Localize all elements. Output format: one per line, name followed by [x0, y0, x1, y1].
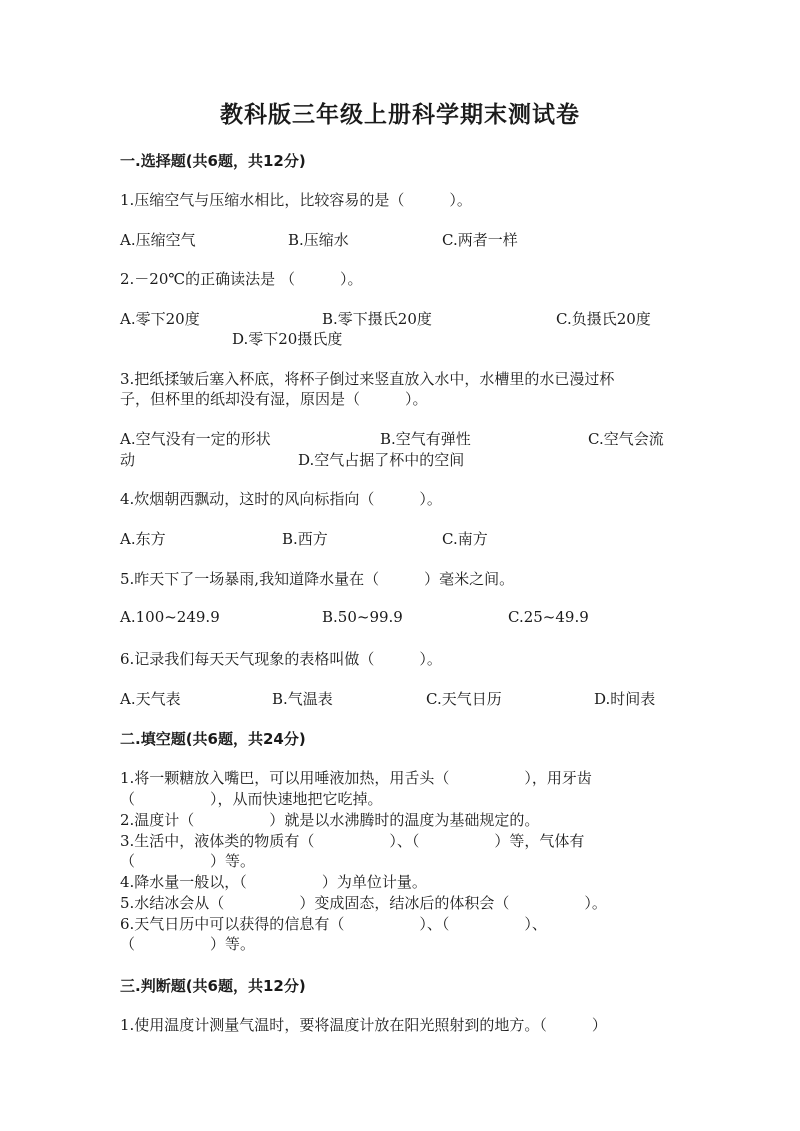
- option: A.零下20度: [120, 310, 200, 328]
- section-heading-choice: 一.选择题(共6题，共12分): [120, 152, 306, 170]
- option: B.零下摄氏20度: [322, 310, 432, 328]
- fill-line: 6.天气日历中可以获得的信息有（ ）、（ ）、: [120, 915, 547, 933]
- question-stem: 4.炊烟朝西飘动，这时的风向标指向（ ）。: [120, 490, 442, 508]
- section-heading-judge: 三.判断题(共6题，共12分): [120, 977, 306, 995]
- option: D.时间表: [594, 690, 656, 708]
- fill-line: 5.水结冰会从（ ）变成固态，结冰后的体积会（ ）。: [120, 894, 607, 912]
- option: B.西方: [282, 530, 328, 548]
- option: B.50~99.9: [322, 608, 403, 626]
- option: C.空气会流: [588, 430, 664, 448]
- fill-line: 2.温度计（ ）就是以水沸腾时的温度为基础规定的。: [120, 811, 540, 829]
- fill-line: （ ）等。: [120, 935, 256, 953]
- fill-line: 3.生活中，液体类的物质有（ ）、（ ）等，气体有: [120, 832, 585, 850]
- question-stem: 1.压缩空气与压缩水相比，比较容易的是（ ）。: [120, 191, 472, 209]
- option: C.南方: [442, 530, 488, 548]
- option: B.空气有弹性: [380, 430, 471, 448]
- option: C.负摄氏20度: [556, 310, 651, 328]
- option: A.压缩空气: [120, 231, 196, 249]
- option: C.25~49.9: [508, 608, 589, 626]
- option: B.压缩水: [288, 231, 349, 249]
- judge-question: 1.使用温度计测量气温时，要将温度计放在阳光照射到的地方。（ ）: [120, 1016, 607, 1034]
- option: C.两者一样: [442, 231, 518, 249]
- question-stem: 5.昨天下了一场暴雨,我知道降水量在（ ）毫米之间。: [120, 570, 515, 588]
- section-heading-fill: 二.填空题(共6题，共24分): [120, 730, 306, 748]
- option: D.空气占据了杯中的空间: [298, 451, 465, 469]
- fill-line: （ ）等。: [120, 852, 256, 870]
- option: A.天气表: [120, 690, 181, 708]
- option: A.空气没有一定的形状: [120, 430, 271, 448]
- question-stem: 6.记录我们每天天气现象的表格叫做（ ）。: [120, 650, 442, 668]
- question-stem: 2.－20℃的正确读法是 （ ）。: [120, 270, 363, 288]
- fill-line: （ ），从而快速地把它吃掉。: [120, 790, 383, 808]
- option: B.气温表: [272, 690, 333, 708]
- option: A.100~249.9: [120, 608, 220, 626]
- page-title: 教科版三年级上册科学期末测试卷: [220, 102, 580, 128]
- option: D.零下20摄氏度: [232, 330, 343, 348]
- option: 动: [120, 451, 136, 469]
- option: C.天气日历: [426, 690, 502, 708]
- question-stem: 3.把纸揉皱后塞入杯底，将杯子倒过来竖直放入水中，水槽里的水已漫过杯: [120, 370, 615, 388]
- fill-line: 1.将一颗糖放入嘴巴，可以用唾液加热，用舌头（ ），用牙齿: [120, 769, 592, 787]
- fill-line: 4.降水量一般以，（ ）为单位计量。: [120, 873, 427, 891]
- question-stem: 子，但杯里的纸却没有湿，原因是（ ）。: [120, 390, 428, 408]
- option: A.东方: [120, 530, 166, 548]
